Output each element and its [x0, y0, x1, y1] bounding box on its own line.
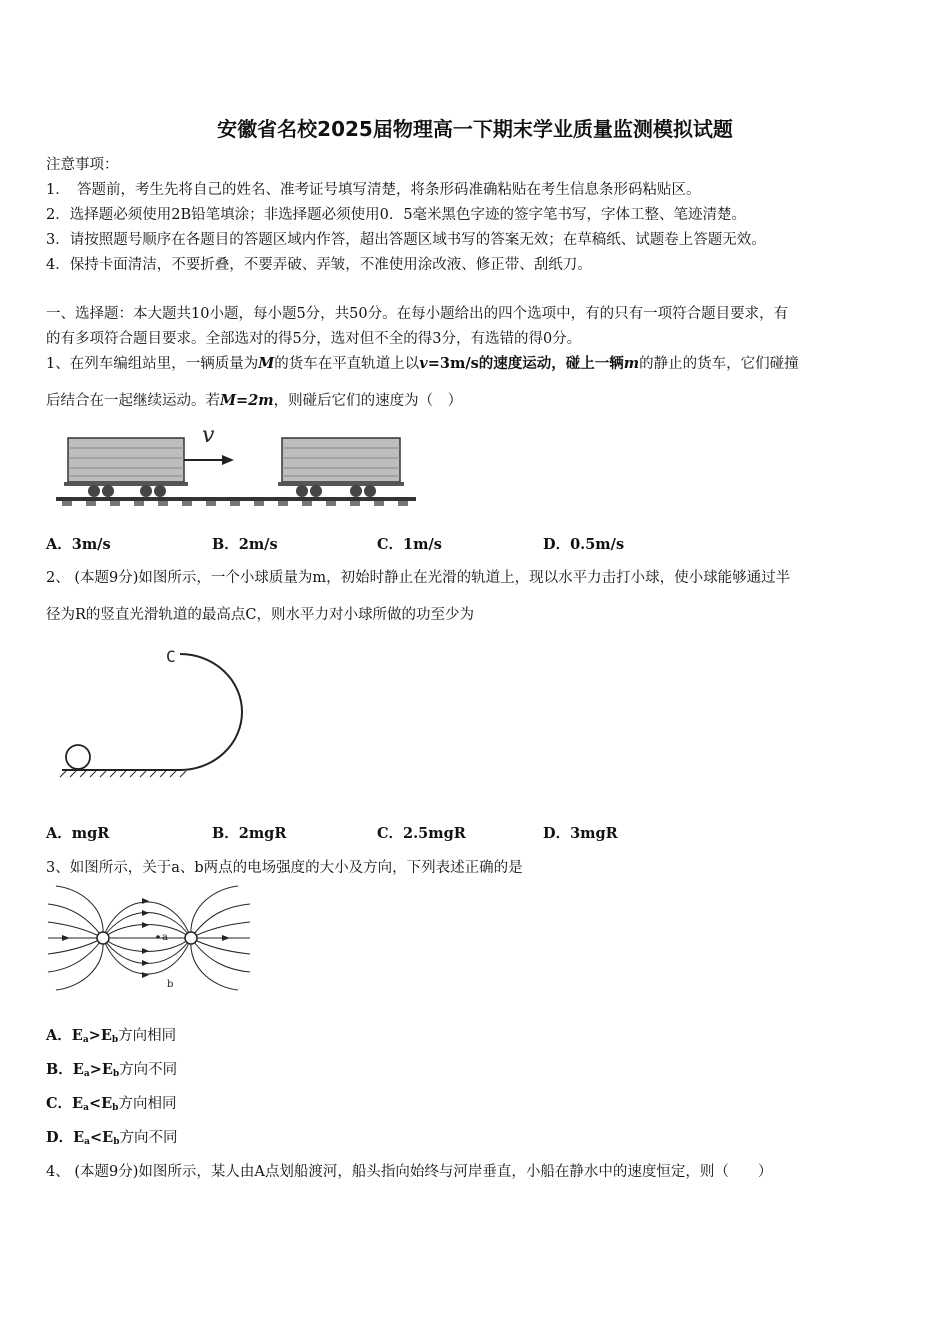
q1-var-m: m	[623, 355, 640, 372]
loop-track-figure	[56, 640, 256, 782]
q2-text: 2、 (本题9分)如图所示，一个小球质量为m，初始时静止在光滑的轨道上，现以水平力击打小球，使小球能够通过半	[46, 570, 791, 586]
q4-text: 4、 (本题9分)如图所示，某人由A点划船渡河，船头指向始终与河岸垂直，小船在静水中的速度恒定，则（ ）	[46, 1164, 773, 1180]
q1-text: ，则碰后它们的速度为（ ）	[273, 393, 463, 409]
q1-option-b[interactable]: B．2m/s	[212, 536, 278, 553]
q1-text: 的静止的货车，它们碰撞	[639, 356, 799, 372]
q3-option-c[interactable]: C．$E_a<E_b$方向相同	[46, 1095, 177, 1113]
q2-option-b[interactable]: B．2mgR	[212, 825, 287, 842]
q3-option-d[interactable]: D．$E_a<E_b$方向不同	[46, 1129, 178, 1147]
notice-item: 2．选择题必须使用2B铅笔填涂；非选择题必须使用0．5毫米黑色字迹的签字笔书写，字体工整、笔迹清楚。	[46, 207, 747, 223]
q1-text: 1、在列车编组站里，一辆质量为	[46, 356, 259, 372]
question-2-line	[46, 603, 906, 624]
section-intro: 一、选择题：本大题共10小题，每小题5分，共50分。在每小题给出的四个选项中，有的只有一项符合题目要求，有	[46, 306, 789, 322]
notice-item: 1． 答题前，考生先将自己的姓名、准考证号填写清楚，将条形码准确粘贴在考生信息条形码粘贴区。	[46, 182, 701, 198]
question-3-line	[46, 856, 906, 877]
q3-option-b[interactable]: B．$E_a>E_b$方向不同	[46, 1061, 178, 1079]
notice-heading: 注意事项：	[46, 157, 119, 173]
q2-text: 径为R的竖直光滑轨道的最高点C，则水平力对小球所做的功至少为	[46, 607, 475, 623]
section-intro: 的有多项符合题目要求。全部选对的得5分，选对但不全的得3分，有选错的得0分。	[46, 331, 582, 347]
question-2-line	[46, 566, 906, 587]
velocity-label: v	[202, 423, 215, 448]
q1-var-M: M	[258, 355, 275, 372]
page-title: 安徽省名校2025届物理高一下期末学业质量监测模拟试题	[217, 117, 733, 141]
electric-field-figure	[46, 884, 252, 992]
question-1-line	[46, 352, 906, 373]
q3-option-a[interactable]: A．$E_a>E_b$方向相同	[46, 1027, 177, 1045]
question-4-line	[46, 1160, 906, 1181]
q1-text: =3m/s的速度运动，碰上一辆	[427, 355, 624, 372]
q1-option-d[interactable]: D．0.5m/s	[543, 536, 625, 553]
point-c-label: C	[166, 647, 176, 666]
point-b-label: b	[167, 979, 174, 990]
notice-item: 3．请按照题号顺序在各题目的答题区域内作答，超出答题区域书写的答案无效；在草稿纸、试题卷上答题无效。	[46, 232, 766, 248]
q2-option-a[interactable]: A．mgR	[46, 825, 110, 842]
question-1-line	[46, 389, 906, 410]
q3-text: 3、如图所示，关于a、b两点的电场强度的大小及方向，下列表述正确的是	[46, 860, 523, 876]
q1-text: 的货车在平直轨道上以	[274, 356, 420, 372]
freight-cars-figure	[56, 420, 420, 512]
notice-item: 4．保持卡面清洁，不要折叠，不要弄破、弄皱，不准使用涂改液、修正带、刮纸刀。	[46, 257, 592, 273]
q1-option-c[interactable]: C．1m/s	[377, 536, 442, 553]
point-a-label: a	[162, 932, 168, 943]
q1-var-v: v	[419, 355, 428, 372]
q2-option-d[interactable]: D．3mgR	[543, 825, 618, 842]
q2-option-c[interactable]: C．2.5mgR	[377, 825, 466, 842]
q1-option-a[interactable]: A．3m/s	[46, 536, 111, 553]
q1-text: 后结合在一起继续运动。若	[46, 393, 220, 409]
q1-equation: M=2m	[220, 392, 274, 409]
